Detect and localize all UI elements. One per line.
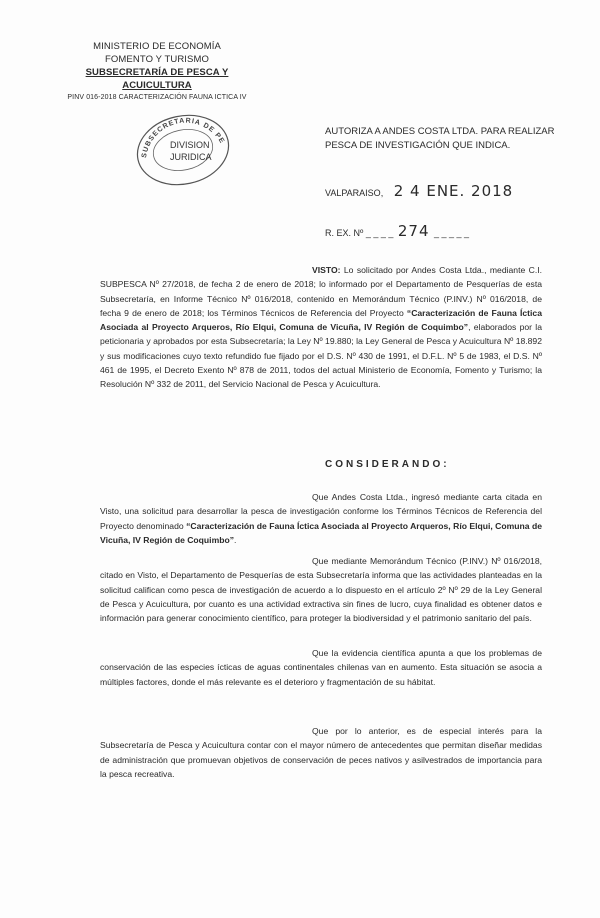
stamp-seal [128,96,238,188]
considerando-1-end: . [234,534,237,545]
visto-first: Lo solicitado por Andes Costa Ltda., [340,265,487,275]
ministry-name: MINISTERIO DE ECONOMÍA [93,41,221,52]
visto-label: VISTO: [312,265,341,275]
considerando-4-text: Que por lo anterior, es de especial interés para la Subsecretaría de Pesca y Acuicultura contar con el mayor número de antecedentes que permitan diseñar medidas de administración que promuevan objetivos de conservación de peces nativos y asilvestrados de importancia para la pesca recreativa. [100,726,542,779]
stamp-line-2: JURIDICA [170,152,212,162]
considerando-1-text: Que Andes Costa Ltda., ingresó mediante carta citada en Visto, una solicitud para desarrollar la pesca de investigación conforme los Términos Técnicos de Referencia del Proyecto denominado [100,492,542,531]
resolution-number-line [325,222,469,240]
rex-label: R. EX. Nº [325,228,364,238]
considerando-paragraph-3 [100,646,542,689]
considerando-paragraph-1 [100,490,542,547]
considerando-3-text: Que la evidencia científica apunta a que los problemas de conservación de las especies ícticas de aguas continentales chilenas van en aumento. Esta situación se asocia a múltiples factores, donde el más relevante es el deterioro y fragmentación de su hábitat. [100,648,542,687]
rex-prefix: _ _ _ _ [365,228,394,238]
date-value: 2 4 ENE. 2018 [393,182,514,200]
considerando-heading: CONSIDERANDO: [325,459,450,470]
considerando-2-text: Que mediante Memorándum Técnico (P.INV.) Nº 016/2018, citado en Visto, el Departamento de Pesquerías de esta Subsecretaría informa que las actividades planteadas en la solicitud califican como pesca de investigación de acuerdo a lo dispuesto en el artículo 2º Nº 29 de la Ley General de Pesca y Acuicultura, por cuanto es una actividad extractiva sin fines de lucro, cuya finalidad es obtener datos e información para generar conocimiento científico, para proteger la biodiversidad y el patrimonio sanitario del país. [100,556,542,624]
ministry-name-2: FOMENTO Y TURISMO [105,54,209,65]
considerando-1-project: “Caracterización de Fauna Íctica Asociada al Proyecto Arqueros, Río Elqui, Comuna de Vicuña, IV Región de Coquimbo” [100,520,543,545]
resolution-subject: AUTORIZA A ANDES COSTA LTDA. PARA REALIZAR PESCA DE INVESTIGACIÓN QUE INDICA. [325,126,555,151]
ministry-header [52,40,262,103]
visto-paragraph [100,263,542,392]
visto-text-1: mediante C.I. SUBPESCA Nº 27/2018, de fecha 2 de enero de 2018; lo informado por el Departamento de Pesquerías de esta Subsecretaría, en Informe Técnico Nº 016/2018, contenido en Memorándum Técnico (P.INV.) Nº 016/2018, de fecha 9 de enero de 2018; los Términos Técnicos de Referencia del Proyecto [100,265,543,318]
date-city: VALPARAISO, [325,188,384,198]
juridica-stamp [128,96,238,188]
subsecretaria-name: SUBSECRETARÍA DE PESCA Y ACUICULTURA [85,67,229,91]
considerando-paragraph-2 [100,554,542,625]
visto-text-2: , elaborados por la peticionaria y aprobados por esta Subsecretaría; la Ley Nº 19.880; la Ley General de Pesca y Acuicultura Nº 18.892 y sus modificaciones cuyo texto refundido fue fijado por el D.S. Nº 430 de 1991, el D.F.L. Nº 5 de 1983, el D.S. Nº 461 de 1995, el Decreto Exento Nº 878 de 2011, todos del actual Ministerio de Economía, Fomento y Turismo; la Resolución Nº 332 de 2011, del Servicio Nacional de Pesca y Acuicultura. [100,322,542,390]
visto-project: “Caracterización de Fauna Íctica Asociada al Proyecto Arqueros, Río Elqui, Comuna de Vicuña, IV Región de Coquimbo” [100,307,542,333]
stamp-line-1: DIVISION [170,140,210,150]
date-line [325,182,513,200]
rex-suffix: _ _ _ _ _ [434,228,470,238]
stamp-top-text: SUBSECRETARIA DE PE [140,117,226,159]
rex-number: 274 [397,222,430,240]
considerando-paragraph-4 [100,724,542,781]
document-reference: PINV 016-2018 CARACTERIZACIÓN FAUNA ICTICA IV [67,94,247,101]
